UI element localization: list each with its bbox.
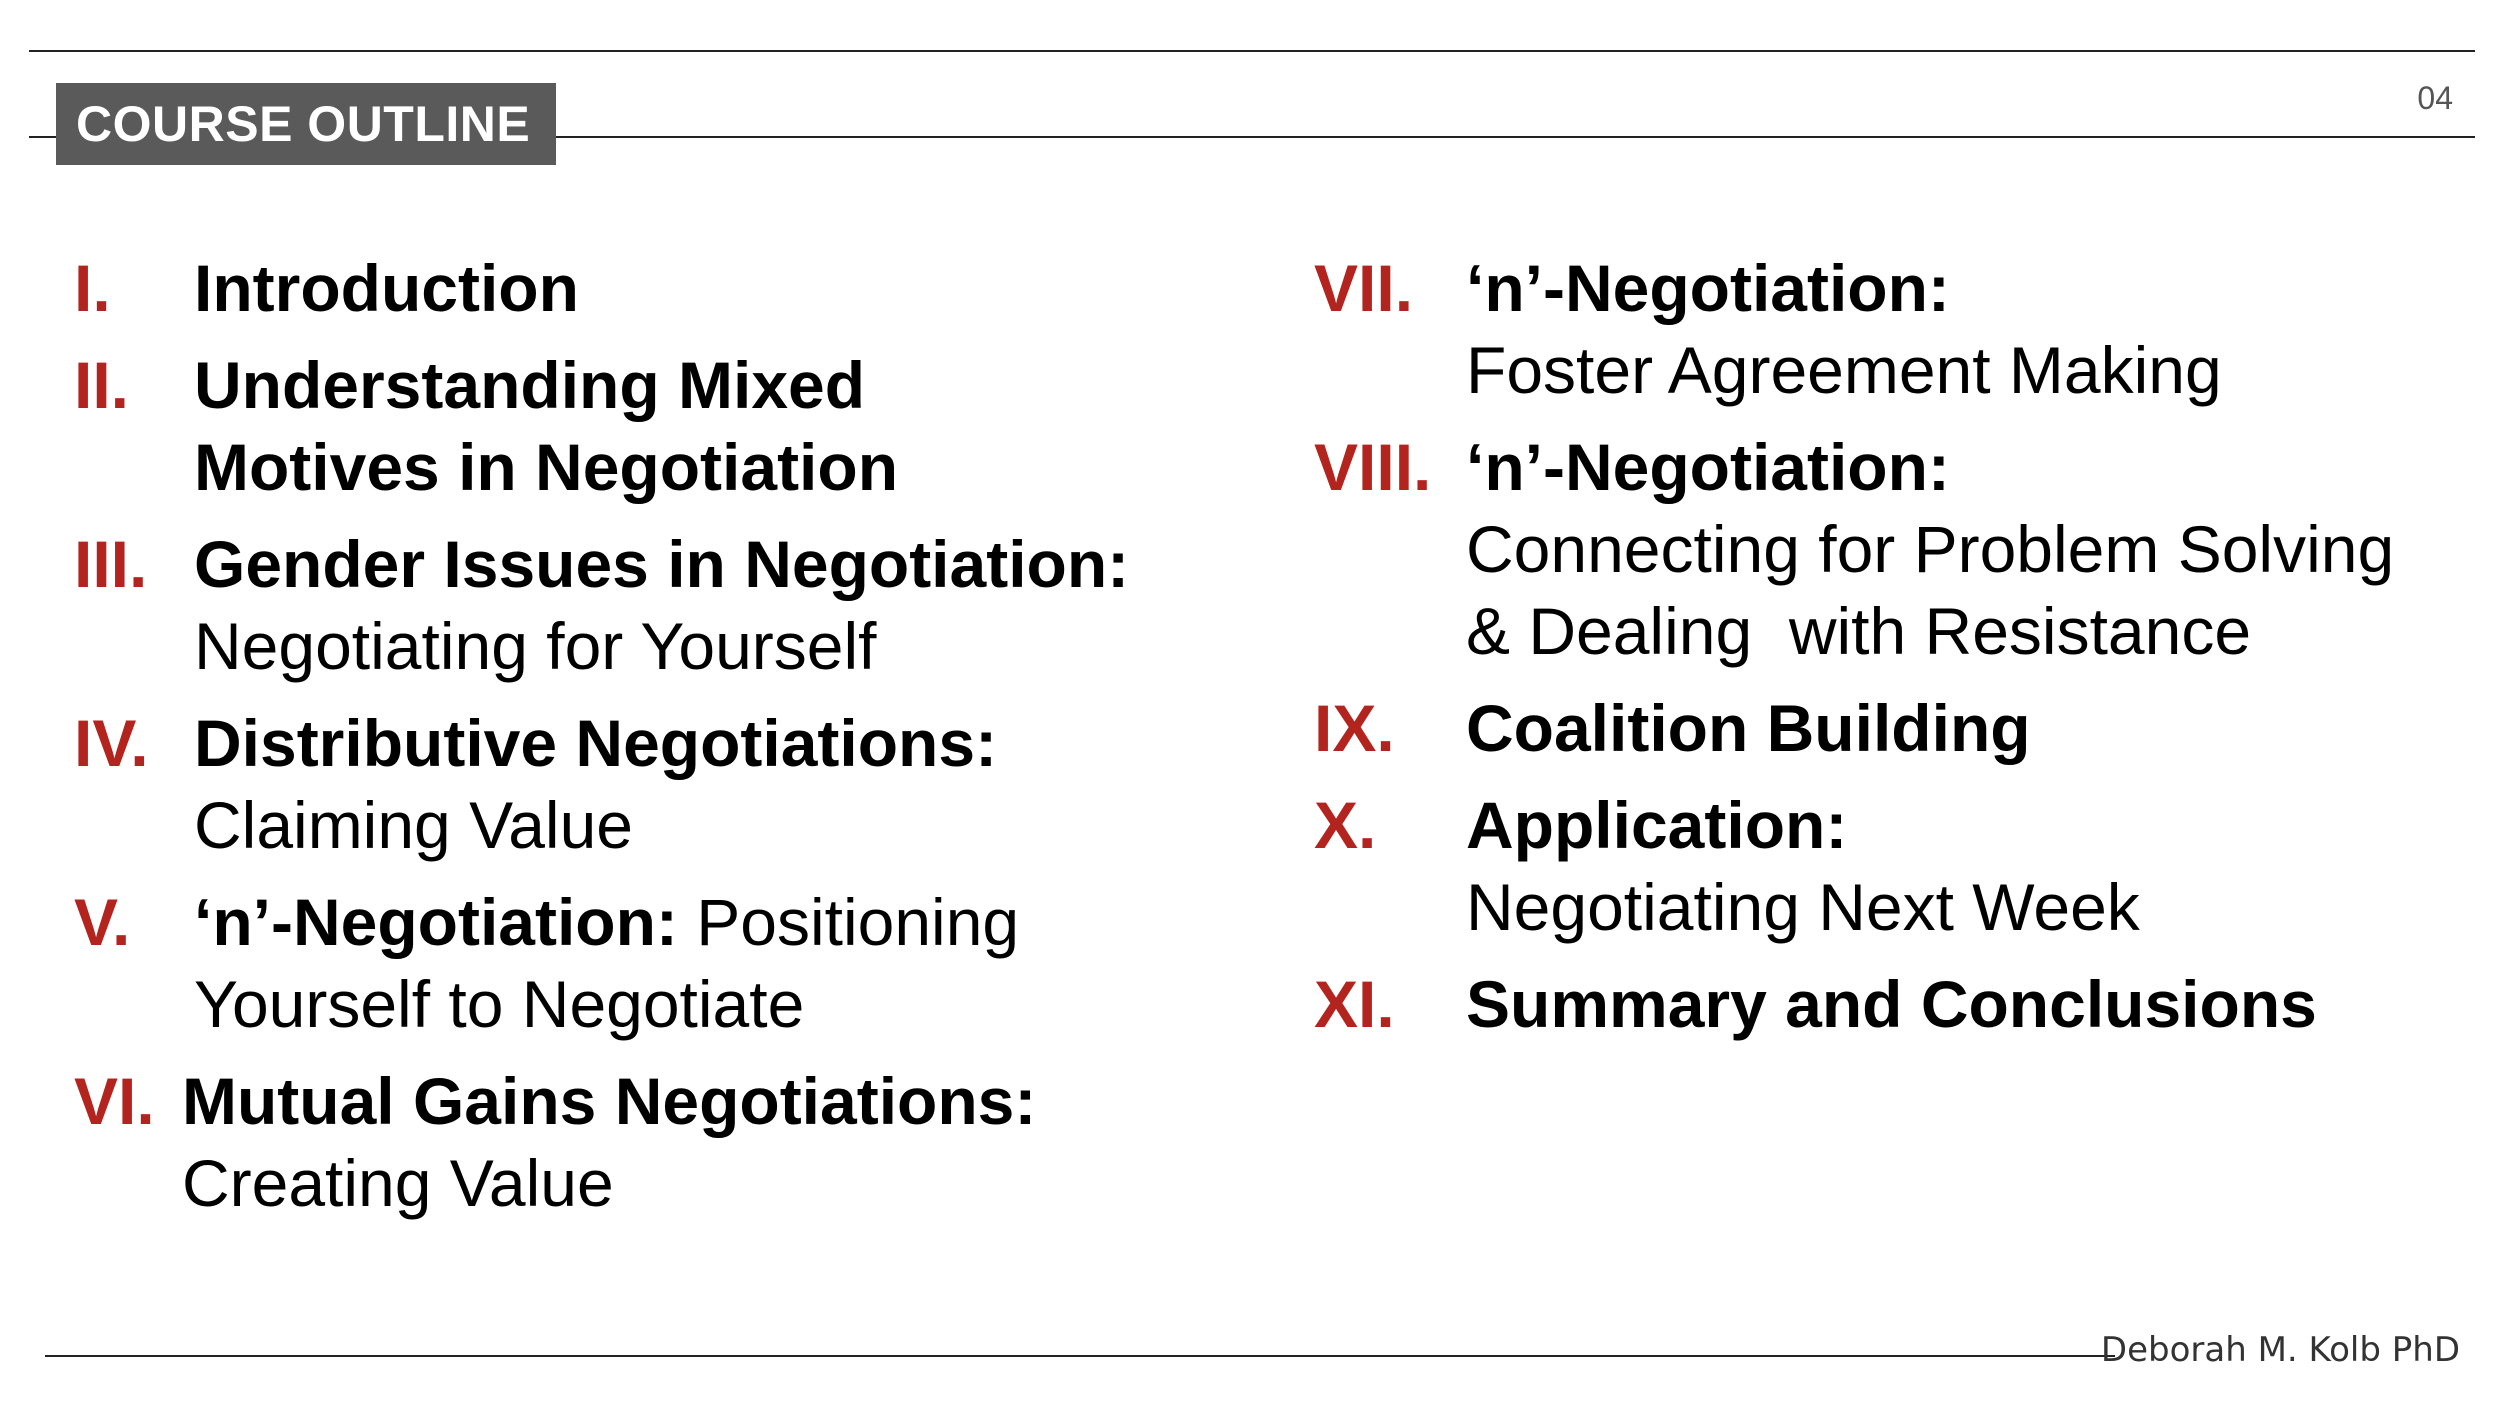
outline-numeral: II. — [74, 348, 130, 422]
outline-heading-text: Understanding Mixed — [194, 348, 866, 422]
outline-item-line — [182, 1142, 1036, 1224]
outline-left-column — [74, 247, 1274, 1239]
footer-author: Deborah M. Kolb PhD — [2100, 1330, 2460, 1370]
outline-item-line — [1466, 247, 2222, 329]
outline-heading-text: Mutual Gains Negotiations: — [182, 1064, 1037, 1138]
outline-subtitle-text: Negotiating Next Week — [1466, 870, 2140, 944]
outline-item — [1314, 426, 2484, 672]
outline-item — [1314, 687, 2484, 769]
outline-heading-text: Application: — [1466, 788, 1848, 862]
outline-heading-text: ‘n’-Negotiation: — [194, 885, 678, 959]
outline-item — [74, 881, 1274, 1045]
outline-item — [74, 1060, 1274, 1224]
outline-item-text — [1466, 426, 2394, 672]
outline-item-line — [1466, 784, 2140, 866]
outline-subtitle-text: Positioning — [677, 885, 1020, 959]
outline-item-line — [1466, 590, 2394, 672]
outline-subtitle-text: Creating Value — [182, 1146, 614, 1220]
outline-heading-text: Gender Issues in Negotiation: — [194, 527, 1130, 601]
outline-subtitle-text: Connecting for Problem Solving — [1466, 512, 2395, 586]
outline-item-text — [1466, 784, 2140, 948]
outline-heading-text: Introduction — [194, 251, 579, 325]
outline-item-line — [1466, 687, 2031, 769]
outline-item-line — [194, 605, 1129, 687]
section-label: COURSE OUTLINE — [56, 83, 556, 165]
outline-numeral: VII. — [1314, 251, 1414, 325]
outline-numeral: I. — [74, 251, 111, 325]
outline-right-column — [1314, 247, 2484, 1060]
outline-heading-text: Distributive Negotiations: — [194, 706, 998, 780]
outline-item-line — [194, 963, 1019, 1045]
outline-numeral: VIII. — [1314, 430, 1432, 504]
outline-heading-text: Motives in Negotiation — [194, 430, 899, 504]
outline-item-line — [1466, 866, 2140, 948]
outline-item — [1314, 963, 2484, 1045]
outline-item-text — [182, 1060, 1036, 1224]
outline-numeral: III. — [74, 527, 148, 601]
outline-item-text — [194, 247, 579, 329]
outline-item-text — [194, 523, 1129, 687]
outline-subtitle-text: & Dealing with Resistance — [1466, 594, 2252, 668]
outline-item-line — [194, 784, 997, 866]
page-number: 04 — [2417, 80, 2453, 116]
outline-item — [74, 702, 1274, 866]
outline-heading-text: Summary and Conclusions — [1466, 967, 2317, 1041]
outline-subtitle-text: Foster Agreement Making — [1466, 333, 2222, 407]
outline-item-text — [1466, 247, 2222, 411]
outline-item-line — [194, 247, 579, 329]
outline-item-line — [194, 426, 898, 508]
outline-heading-text: ‘n’-Negotiation: — [1466, 430, 1950, 504]
outline-item-text — [1466, 687, 2031, 769]
outline-item — [74, 523, 1274, 687]
outline-item-line — [1466, 963, 2317, 1045]
outline-numeral: XI. — [1314, 967, 1395, 1041]
outline-numeral: IV. — [74, 706, 149, 780]
outline-subtitle-text: Claiming Value — [194, 788, 633, 862]
outline-numeral: X. — [1314, 788, 1377, 862]
outline-item — [74, 344, 1274, 508]
outline-subtitle-text: Yourself to Negotiate — [194, 967, 805, 1041]
outline-item-line — [1466, 508, 2394, 590]
top-rule — [29, 50, 2475, 52]
outline-item-line — [1466, 426, 2394, 508]
outline-item-line — [194, 702, 997, 784]
outline-item-text — [194, 344, 898, 508]
outline-numeral: IX. — [1314, 691, 1395, 765]
outline-item-text — [194, 881, 1019, 1045]
outline-heading-text: ‘n’-Negotiation: — [1466, 251, 1950, 325]
outline-item-text — [1466, 963, 2317, 1045]
outline-item — [74, 247, 1274, 329]
outline-item-line — [194, 344, 898, 426]
outline-item-text — [194, 702, 997, 866]
outline-item — [1314, 784, 2484, 948]
outline-item — [1314, 247, 2484, 411]
outline-heading-text: Coalition Building — [1466, 691, 2031, 765]
outline-item-line — [1466, 329, 2222, 411]
outline-subtitle-text: Negotiating for Yourself — [194, 609, 877, 683]
outline-item-line — [194, 523, 1129, 605]
outline-item-line — [182, 1060, 1036, 1142]
outline-numeral: V. — [74, 885, 131, 959]
footer-rule — [45, 1355, 2115, 1357]
outline-item-line — [194, 881, 1019, 963]
outline-numeral: VI. — [74, 1064, 155, 1138]
